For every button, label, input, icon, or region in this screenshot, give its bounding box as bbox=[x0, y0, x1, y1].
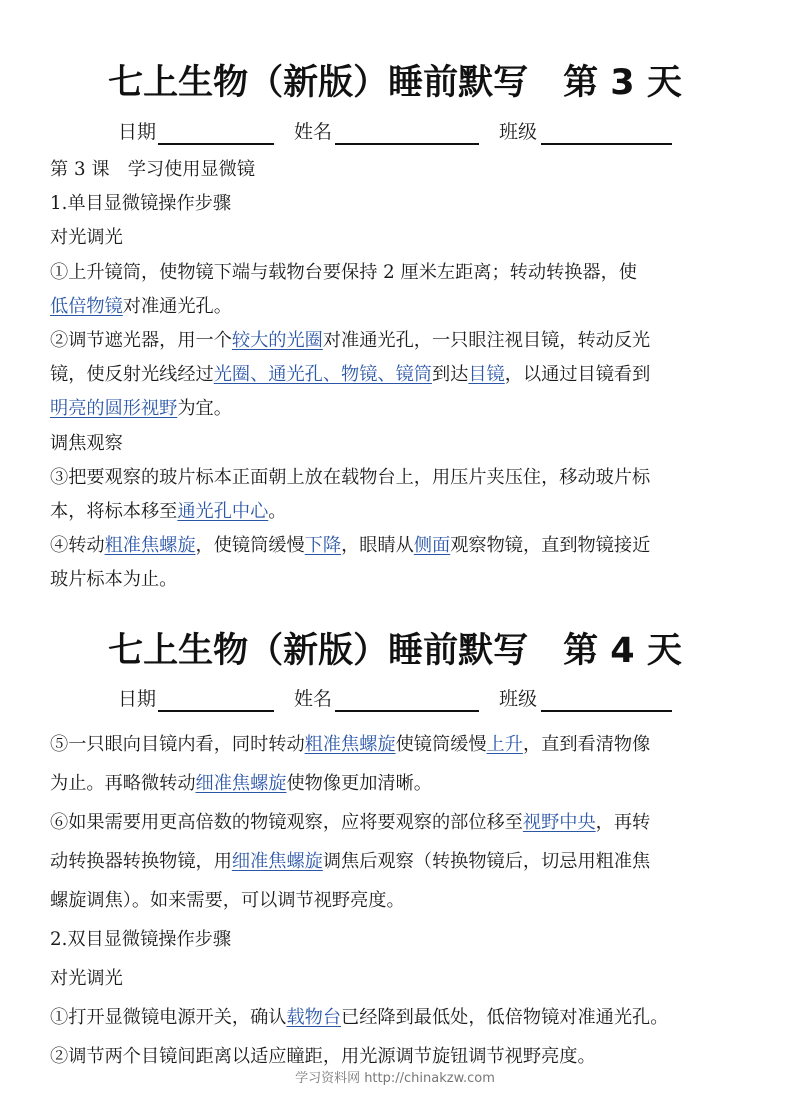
text-segment: 对准通光孔。 bbox=[122, 295, 232, 317]
date-label: 日期 bbox=[118, 121, 157, 143]
text-segment: 螺旋调焦）。如来需要，可以调节视野亮度。 bbox=[50, 890, 405, 911]
text-segment: 对光调光 bbox=[50, 227, 123, 249]
text-line bbox=[50, 920, 750, 959]
date-blank[interactable] bbox=[158, 710, 274, 712]
text-segment: ①打开显微镜电源开关，确认 bbox=[50, 1007, 287, 1028]
text-line bbox=[50, 803, 750, 842]
text-line bbox=[50, 290, 750, 324]
text-segment: 使物像更加清晰。 bbox=[286, 773, 432, 794]
text-line bbox=[50, 256, 750, 290]
day4-info-row bbox=[118, 685, 698, 715]
answer-fill: 明亮的圆形视野 bbox=[50, 398, 178, 420]
text-segment: 动转换器转换物镜，用 bbox=[50, 851, 232, 872]
day3-title: 七上生物（新版）睡前默写 第 3 天 bbox=[108, 63, 682, 103]
answer-fill: 通光孔中心 bbox=[177, 501, 269, 523]
text-line bbox=[50, 153, 750, 187]
text-segment: ⑥如果需要用更高倍数的物镜观察，应将要观察的部位移至 bbox=[50, 812, 523, 833]
answer-fill: 细准焦螺旋 bbox=[195, 773, 287, 794]
day3-info-row bbox=[118, 118, 698, 148]
text-line bbox=[50, 427, 750, 461]
text-line bbox=[50, 324, 750, 358]
class-blank[interactable] bbox=[541, 710, 672, 712]
answer-fill: 下降 bbox=[304, 535, 342, 557]
text-line bbox=[50, 358, 750, 392]
text-line bbox=[50, 495, 750, 529]
text-segment: 对准通光孔，一只眼注视目镜，转动反光 bbox=[322, 330, 651, 352]
text-line bbox=[50, 725, 750, 764]
text-segment: 对光调光 bbox=[50, 968, 123, 989]
text-segment: 本，将标本移至 bbox=[50, 501, 178, 523]
text-segment: 使镜筒缓慢 bbox=[395, 734, 487, 755]
text-segment: 为宜。 bbox=[177, 398, 232, 420]
name-blank[interactable] bbox=[335, 143, 479, 145]
text-segment: 玻片标本为止。 bbox=[50, 569, 178, 591]
footer-watermark: 学习资料网 http://chinakzw.com bbox=[295, 1071, 495, 1086]
day4-content bbox=[50, 725, 750, 1076]
answer-fill: 视野中央 bbox=[522, 812, 596, 833]
text-segment: ，以通过目镜看到 bbox=[504, 364, 651, 386]
text-segment: 调焦观察 bbox=[50, 432, 123, 454]
text-segment: ，眼睛从 bbox=[341, 535, 414, 557]
answer-fill: 细准焦螺旋 bbox=[231, 851, 323, 872]
date-blank[interactable] bbox=[158, 143, 274, 145]
class-label: 班级 bbox=[499, 688, 538, 710]
text-segment: 第 3 课 学习使用显微镜 bbox=[50, 159, 256, 180]
text-segment: 调焦后观察（转换物镜后，切忌用粗准焦 bbox=[322, 851, 651, 872]
text-line bbox=[50, 842, 750, 881]
answer-fill: 光圈、通光孔、物镜、镜筒 bbox=[213, 364, 432, 386]
text-segment: ⑤一只眼向目镜内看，同时转动 bbox=[50, 734, 305, 755]
text-segment: ④转动 bbox=[50, 535, 105, 557]
text-line bbox=[50, 461, 750, 495]
text-segment: 1.单目显微镜操作步骤 bbox=[50, 193, 232, 215]
text-segment: 到达 bbox=[431, 364, 469, 386]
text-line bbox=[50, 221, 750, 255]
text-line bbox=[50, 959, 750, 998]
text-segment: ③把要观察的玻片标本正面朝上放在载物台上，用压片夹压住，移动玻片标 bbox=[50, 466, 651, 488]
text-line bbox=[50, 187, 750, 221]
day3-content bbox=[50, 153, 750, 598]
answer-fill: 侧面 bbox=[413, 535, 451, 557]
answer-fill: 载物台 bbox=[286, 1007, 342, 1028]
class-label: 班级 bbox=[499, 121, 538, 143]
date-label: 日期 bbox=[118, 688, 157, 710]
answer-fill: 低倍物镜 bbox=[50, 295, 123, 317]
answer-fill: 较大的光圈 bbox=[231, 330, 323, 352]
answer-fill: 粗准焦螺旋 bbox=[104, 535, 196, 557]
text-line bbox=[50, 529, 750, 563]
text-segment: ②调节遮光器，用一个 bbox=[50, 330, 232, 352]
answer-fill: 粗准焦螺旋 bbox=[304, 734, 396, 755]
text-segment: ，使镜筒缓慢 bbox=[195, 535, 305, 557]
text-segment: ，再转 bbox=[595, 812, 651, 833]
text-segment: 观察物镜，直到物镜接近 bbox=[450, 535, 651, 557]
name-label: 姓名 bbox=[294, 688, 333, 710]
text-line bbox=[50, 563, 750, 597]
text-line bbox=[50, 392, 750, 426]
text-line bbox=[50, 764, 750, 803]
class-blank[interactable] bbox=[541, 143, 672, 145]
text-segment: 为止。再略微转动 bbox=[50, 773, 196, 794]
name-blank[interactable] bbox=[335, 710, 479, 712]
text-segment: ，直到看清物像 bbox=[522, 734, 651, 755]
answer-fill: 上升 bbox=[486, 734, 523, 755]
text-segment: 已经降到最低处，低倍物镜对准通光孔。 bbox=[341, 1007, 669, 1028]
name-label: 姓名 bbox=[294, 121, 333, 143]
text-segment: 镜，使反射光线经过 bbox=[50, 364, 214, 386]
text-segment: 2.双目显微镜操作步骤 bbox=[50, 929, 232, 950]
text-segment: 。 bbox=[268, 501, 287, 523]
text-segment: ②调节两个目镜间距离以适应瞳距，用光源调节旋钮调节视野亮度。 bbox=[50, 1046, 596, 1067]
answer-fill: 目镜 bbox=[468, 364, 505, 386]
text-segment: ①上升镜筒，使物镜下端与载物台要保持 2 厘米左距离；转动转换器，使 bbox=[50, 261, 637, 283]
text-line bbox=[50, 998, 750, 1037]
day4-title: 七上生物（新版）睡前默写 第 4 天 bbox=[108, 631, 682, 671]
text-line bbox=[50, 881, 750, 920]
